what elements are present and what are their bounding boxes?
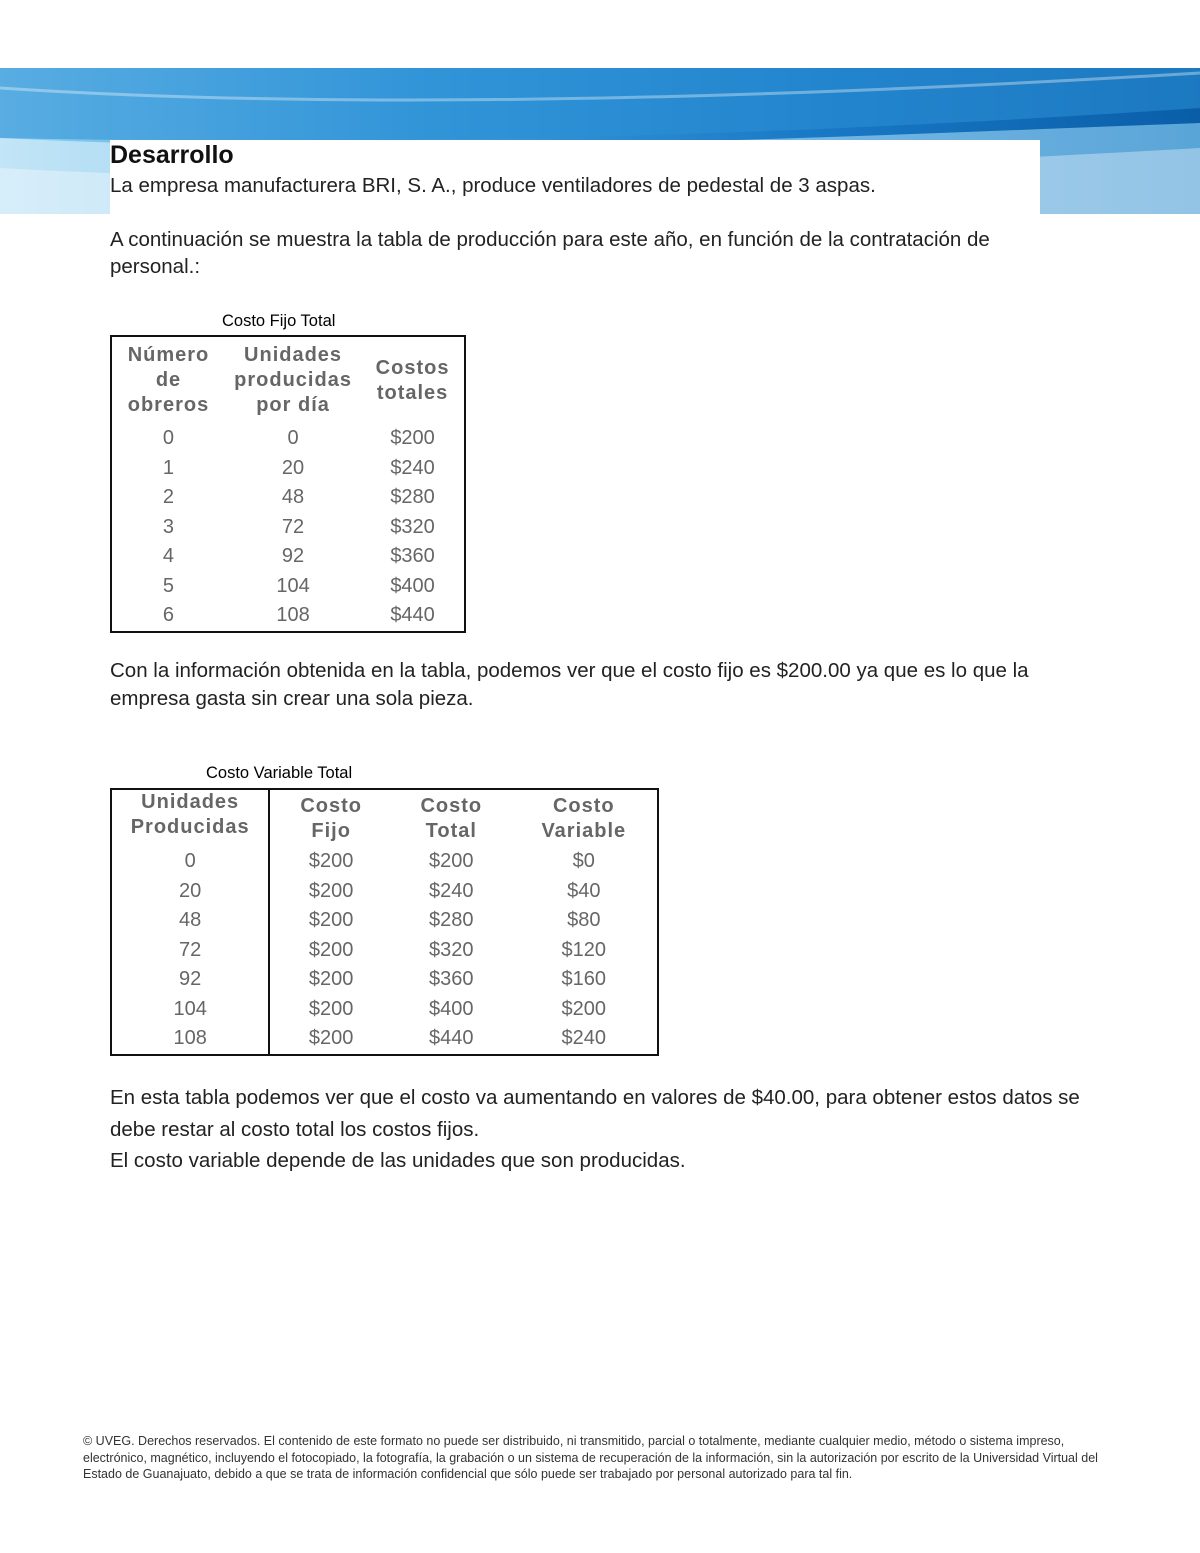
variable-cost-table — [110, 788, 659, 1056]
paragraph-variable-cost: En esta tabla podemos ver que el costo va aumentando en valores de $40.00, para obtener estos datos se debe restar al costo total los costos fijos. — [110, 1086, 1080, 1141]
fixed-cost-table — [110, 335, 466, 633]
table1-caption: Costo Fijo Total — [222, 312, 336, 330]
table-row: 48 $200 $280 $80 — [111, 906, 658, 936]
table1-header-units: Unidades producidas por día — [234, 344, 352, 416]
table-row: 92 $200 $360 $160 — [111, 965, 658, 995]
table-row: 104 $200 $400 $200 — [111, 995, 658, 1025]
table2-header-variable: Costo Variable — [541, 794, 627, 842]
table2-header-units: Unidades Producidas — [111, 789, 269, 847]
paragraph-fixed-cost: Con la información obtenida en la tabla, podemos ver que el costo fijo es $200.00 ya que es lo que la empresa gasta sin crear una sola pieza. — [110, 659, 1029, 710]
table-row: 3 72 $320 — [162, 515, 435, 538]
conclusion-section — [110, 1082, 1110, 1177]
paragraph-variable-depends: El costo variable depende de las unidades que son producidas. — [110, 1149, 686, 1172]
document-body — [110, 140, 1070, 280]
table-row: 108 $200 $440 $240 — [111, 1024, 658, 1055]
table1-header-costs: Costos totales — [375, 356, 450, 404]
table-row: 1 20 $240 — [162, 456, 435, 479]
table-row: 5 104 $400 — [162, 574, 435, 597]
table2-header-fixed: Costo Fijo — [300, 794, 363, 842]
table-row: 4 92 $360 — [162, 545, 435, 567]
table2-caption: Costo Variable Total — [206, 764, 353, 782]
table1-header-workers: Número de obreros — [127, 344, 210, 416]
table2-header-total: Costo Total — [420, 794, 483, 842]
paragraph-production: A continuación se muestra la tabla de producción para este año, en función de la contratación de personal.: — [110, 228, 990, 278]
table-row: 0 $200 $200 $0 — [111, 847, 658, 877]
intro-text: La empresa manufacturera BRI, S. A., produce ventiladores de pedestal de 3 aspas. — [110, 174, 876, 197]
page-title: Desarrollo — [110, 141, 234, 169]
table-row: 6 108 $440 — [162, 604, 435, 626]
table-row: 72 $200 $320 $120 — [111, 936, 658, 966]
copyright-footer: © UVEG. Derechos reservados. El contenido de este formato no puede ser distribuido, ni transmitido, parcial o totalmente, mediante cualquier medio, método o sistema impreso, electrónico, magnético, incluyendo el fotocopiado, la fotografía, la grabación o un sistema de recuperación de la información, sin la autorización por escrito de la Universidad Virtual del Estado de Guanajuato, debido a que se trata de información confidencial que sólo puede ser trabajado por personal autorizado para tal fin. — [83, 1434, 1098, 1481]
table-row: 2 48 $280 — [162, 486, 435, 508]
table-row: 0 0 $200 — [162, 427, 435, 449]
table-row: 20 $200 $240 $40 — [111, 877, 658, 907]
